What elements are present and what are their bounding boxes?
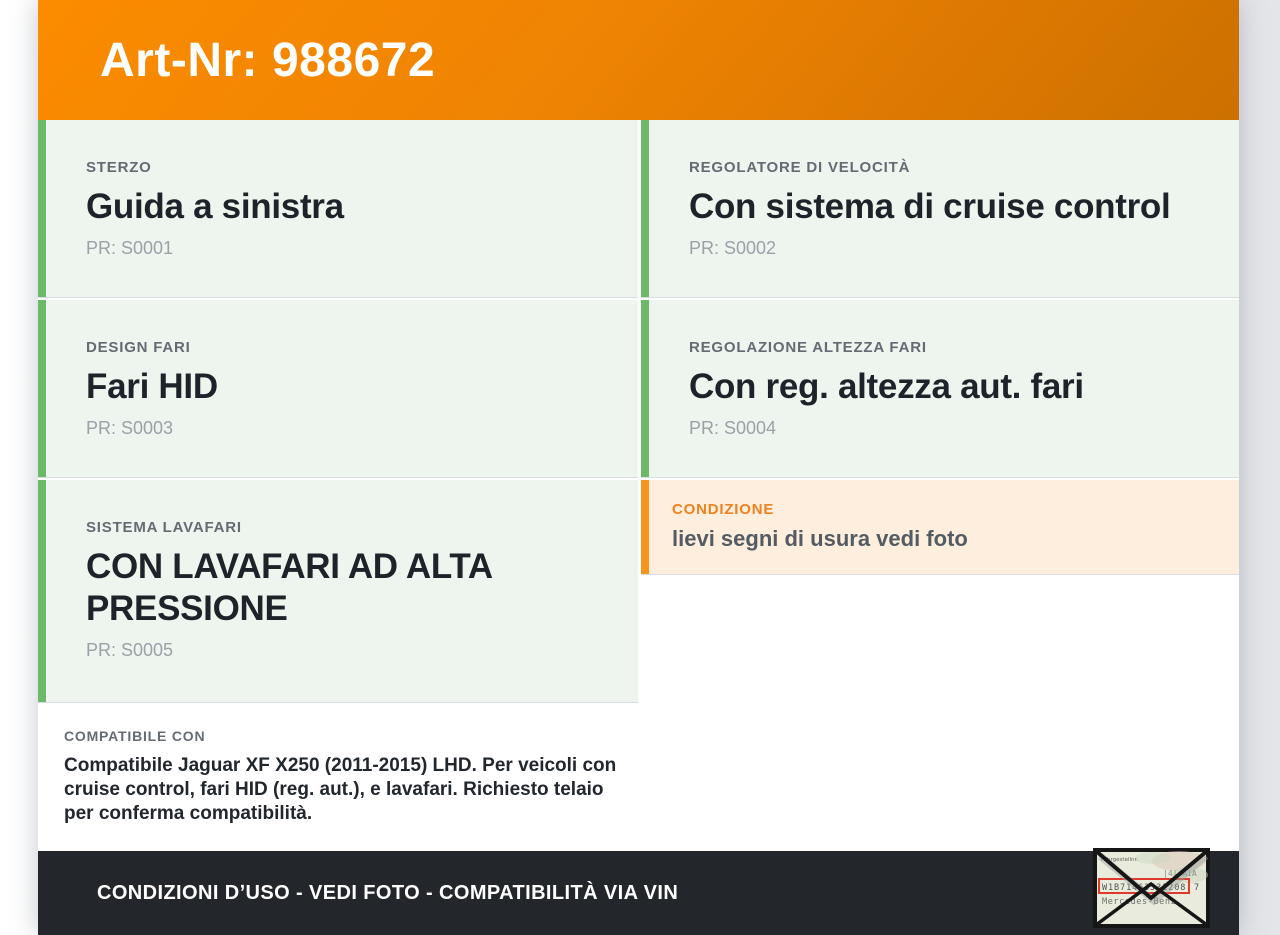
spec-value: CON LAVAFARI AD ALTA PRESSIONE	[86, 547, 492, 628]
compatibility-label: COMPATIBILE CON	[64, 728, 206, 744]
spec-label: DESIGN FARI	[86, 339, 191, 356]
doc-vin-text: W1B71463J31208	[1102, 883, 1187, 893]
doc-line-right: |4| AiA	[1163, 869, 1197, 878]
registration-document-image	[1093, 848, 1210, 928]
spec-pr-code: PR: S0004	[689, 418, 777, 438]
spec-card-regolazione-altezza	[641, 300, 1239, 477]
footer-disclaimer-text: CONDIZIONI DʼUSO - VEDI FOTO - COMPATIBILITÀ VIA VIN	[97, 881, 679, 904]
spec-pr-code: PR: S0003	[86, 418, 174, 438]
spec-card-sistema-lavafari	[38, 480, 638, 702]
spec-pr-code: PR: S0001	[86, 238, 174, 258]
header-banner	[38, 0, 1239, 120]
condition-card	[641, 480, 1239, 574]
crossed-envelope-document-icon	[1093, 848, 1210, 928]
spec-column-left	[38, 120, 638, 845]
footer-bar	[38, 851, 1239, 935]
spec-label: SISTEMA LAVAFARI	[86, 519, 242, 536]
doc-brand-text: Mercedes-Benz	[1102, 897, 1177, 907]
spec-label: REGOLATORE DI VELOCITÀ	[689, 159, 911, 176]
condition-value: lievi segni di usura vedi foto	[672, 526, 968, 551]
spec-label: STERZO	[86, 159, 152, 176]
condition-label: CONDIZIONE	[672, 501, 775, 518]
article-number-title: Art-Nr: 988672	[100, 33, 436, 87]
spec-label: REGOLAZIONE ALTEZZA FARI	[689, 339, 927, 356]
spec-column-right	[641, 120, 1239, 845]
doc-vin-suffix: 7	[1194, 883, 1200, 893]
spec-pr-code: PR: S0005	[86, 640, 174, 660]
spec-value: Fari HID	[86, 367, 218, 406]
spec-value: Con reg. altezza aut. fari	[689, 367, 1084, 406]
spec-card-design-fari	[38, 300, 638, 477]
compatibility-section	[38, 705, 638, 845]
doc-label-fahrgestellnr: Fahrgestellnr.	[1101, 857, 1139, 863]
spec-value: Guida a sinistra	[86, 187, 344, 226]
spec-card-regolatore-velocita	[641, 120, 1239, 297]
spec-value: Con sistema di cruise control	[689, 187, 1171, 226]
listing-card	[38, 0, 1239, 935]
compatibility-text: Compatibile Jaguar XF X250 (2011-2015) LHD. Per veicoli con cruise control, fari HID (reg. aut.), e lavafari. Richiesto telaio per conferma compatibilità.	[64, 755, 617, 824]
spec-grid	[38, 120, 1239, 845]
spec-pr-code: PR: S0002	[689, 238, 777, 258]
spec-card-sterzo	[38, 120, 638, 297]
